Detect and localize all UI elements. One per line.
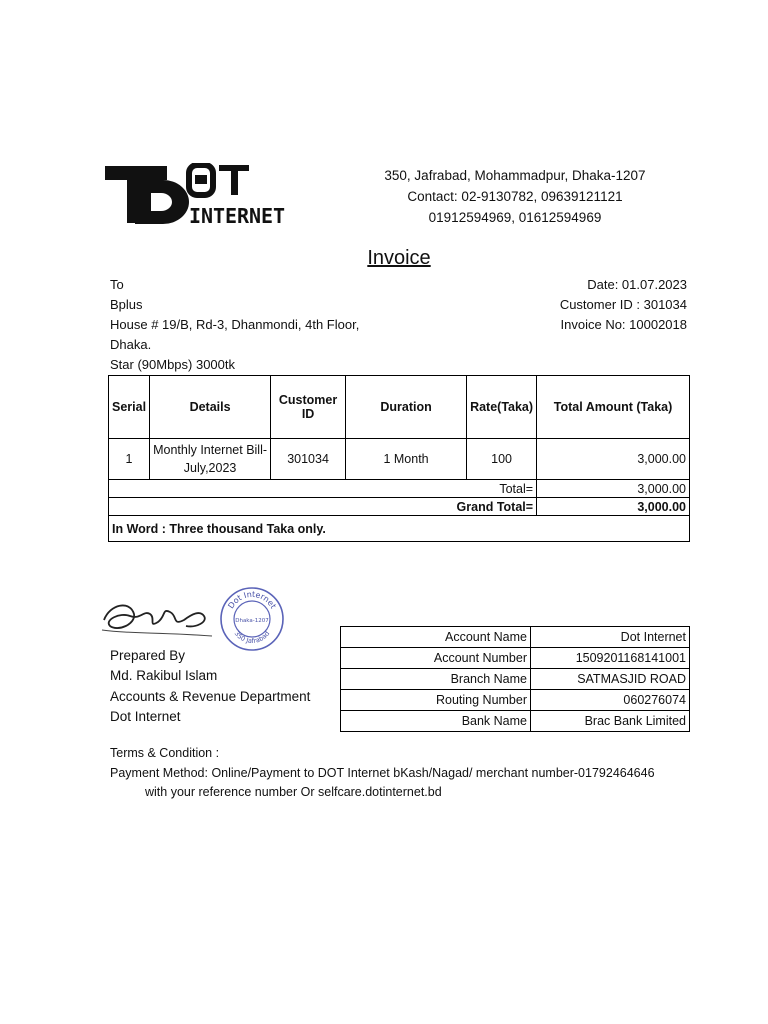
- table-row: Account Name Dot Internet: [341, 627, 690, 648]
- invoice-title: Invoice: [367, 247, 431, 269]
- in-word-row: [109, 516, 690, 542]
- company-stamp-icon: [219, 586, 285, 652]
- terms-line-2: with your reference number Or selfcare.dotinternet.bd: [145, 785, 442, 799]
- table-row: Account Number 1509201168141001: [341, 648, 690, 669]
- company-phones: 01912594969, 01612594969: [428, 210, 602, 225]
- invoice-number: Invoice No: 10002018: [560, 317, 687, 332]
- amount-in-words: In Word : Three thousand Taka only.: [109, 516, 690, 542]
- invoice-items-table: [108, 375, 690, 542]
- col-rate: Rate(Taka): [467, 376, 537, 439]
- svg-text:Dhaka-1207: Dhaka-1207: [235, 618, 269, 624]
- terms-title: Terms & Condition :: [110, 746, 220, 760]
- to-label: To: [110, 277, 124, 292]
- total-value: 3,000.00: [537, 480, 690, 498]
- col-serial: Serial: [109, 376, 150, 439]
- terms-block: [110, 744, 750, 803]
- preparer-company: Dot Internet: [110, 708, 181, 724]
- signature-icon: [100, 592, 215, 642]
- table-row: Routing Number 060276074: [341, 690, 690, 711]
- terms-line-1: Payment Method: Online/Payment to DOT Internet bKash/Nagad/ merchant number-01792464646: [110, 765, 655, 780]
- table-row: Branch Name SATMASJID ROAD: [341, 669, 690, 690]
- prepared-by-block: [110, 646, 310, 727]
- company-address: 350, Jafrabad, Mohammadpur, Dhaka-1207: [384, 168, 646, 183]
- cell-duration: 1 Month: [346, 439, 467, 480]
- customer-address-2: Dhaka.: [110, 337, 152, 352]
- bill-to-block: [110, 275, 359, 375]
- svg-text:350 Jafrabad: 350 Jafrabad: [232, 629, 272, 646]
- total-label: Total=: [109, 480, 537, 498]
- cell-customer-id: 301034: [271, 439, 346, 480]
- table-row: Bank Name Brac Bank Limited: [341, 711, 690, 732]
- customer-name: Bplus: [110, 297, 143, 312]
- invoice-meta: [560, 275, 687, 335]
- grand-total-row: [109, 498, 690, 516]
- logo-text-internet: INTERNET: [189, 204, 285, 227]
- invoice-customer-id: Customer ID : 301034: [559, 297, 687, 312]
- col-customer-id: Customer ID: [271, 376, 346, 439]
- company-address-block: [340, 165, 690, 228]
- preparer-name: Md. Rakibul Islam: [110, 668, 218, 684]
- cell-rate: 100: [467, 439, 537, 480]
- col-details: Details: [150, 376, 271, 439]
- dot-internet-logo: [105, 163, 285, 227]
- col-duration: Duration: [346, 376, 467, 439]
- cell-serial: 1: [109, 439, 150, 480]
- invoice-date: Date: 01.07.2023: [587, 277, 687, 292]
- grand-total-label: Grand Total=: [109, 498, 537, 516]
- table-row: [109, 439, 690, 480]
- customer-plan: Star (90Mbps) 3000tk: [110, 357, 236, 372]
- company-contact: Contact: 02-9130782, 09639121121: [407, 189, 623, 204]
- grand-total-value: 3,000.00: [537, 498, 690, 516]
- svg-text:Dot Internet: Dot Internet: [226, 589, 278, 611]
- prepared-by-label: Prepared By: [110, 648, 186, 663]
- col-total-amount: Total Amount (Taka): [537, 376, 690, 439]
- preparer-department: Accounts & Revenue Department: [110, 688, 311, 704]
- cell-total: 3,000.00: [537, 439, 690, 480]
- customer-address-1: House # 19/B, Rd-3, Dhanmondi, 4th Floor,: [110, 317, 360, 332]
- bank-details-table: [340, 626, 690, 732]
- table-header-row: [109, 376, 690, 439]
- cell-details: Monthly Internet Bill- July,2023: [150, 439, 271, 480]
- total-row: [109, 480, 690, 498]
